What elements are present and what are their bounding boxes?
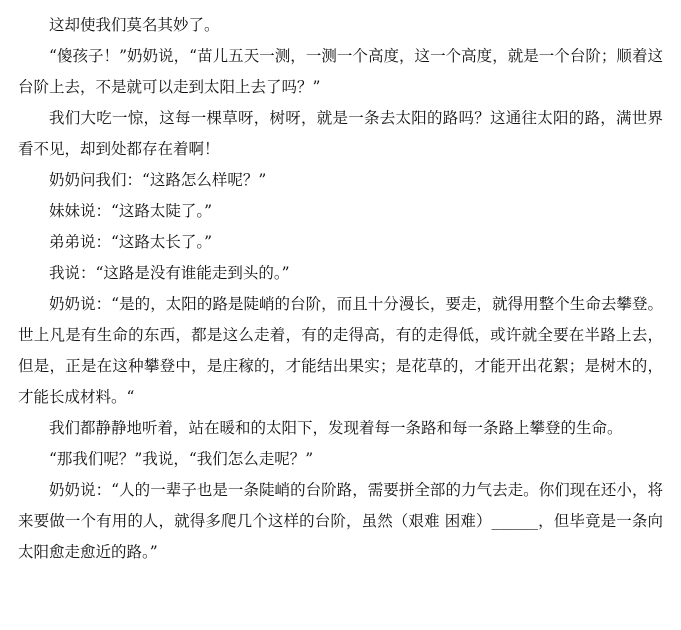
paragraph-4: 奶奶问我们：“这路怎么样呢？” [49,171,267,189]
paragraph-9: 我们都静静地听着，站在暖和的太阳下，发现着每一条路和每一条路上攀登的生命。 [49,419,623,437]
paragraph-8: 奶奶说：“是的，太阳的路是陡峭的台阶，而且十分漫长，要走，就得用整个生命去攀登。世上凡是有生命的东西，都是这么走着，有的走得高，有的走得低，或许就全要在半路上去，但是，正是在这种攀登中，是庄稼的，才能结出果实；是花草的，才能开出花絮；是树木的，才能长成材料。“ [18,295,663,406]
paragraph-7: 我说：“这路是没有谁能走到头的。” [49,264,290,282]
paragraph-11: 奶奶说：“人的一辈子也是一条陡峭的台阶路，需要拼全部的力气去走。你们现在还小，将来要做一个有用的人，就得多爬几个这样的台阶，虽然（艰难 困难）______，但毕竟是一条向太阳愈走愈近的路。” [18,481,663,561]
paragraph-5: 妹妹说：“这路太陡了。” [49,202,213,220]
paragraph-2: “傻孩子！”奶奶说，“苗儿五天一测，一测一个高度，这一个高度，就是一个台阶；顺着这台阶上去，不是就可以走到太阳上去了吗？” [18,47,663,96]
paragraph-10: “那我们呢？”我说，“我们怎么走呢？” [49,450,314,468]
paragraph-3: 我们大吃一惊，这每一棵草呀，树呀，就是一条去太阳的路吗？这通往太阳的路，满世界看不见，却到处都存在着啊！ [18,109,663,158]
paragraph-6: 弟弟说：“这路太长了。” [49,233,213,251]
paragraph-1: 这却使我们莫名其妙了。 [49,16,220,34]
